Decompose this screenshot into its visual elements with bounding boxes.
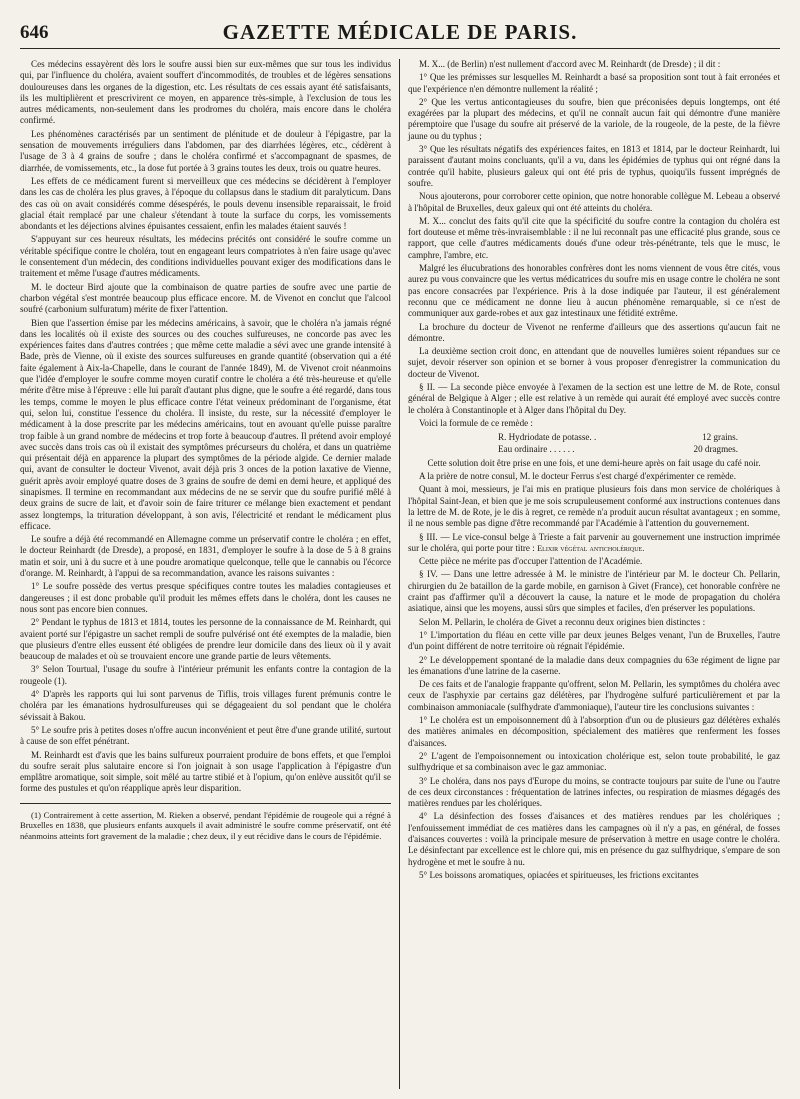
footnote bbox=[20, 810, 391, 842]
paragraph: Nous ajouterons, pour corroborer cette opinion, que notre honorable collègue M. Lebeau a observé à l'hôpital de Bruxelles, deux galeux qui ont été atteints du choléra. bbox=[408, 191, 780, 213]
paragraph: 1° Le soufre possède des vertus presque spécifiques contre toutes les maladies contagieuses et dangereuses ; il est donc probable qu'il produit les mêmes effets dans le choléra, dont les causes ne nous sont pas encore bien connues. bbox=[20, 581, 391, 614]
paragraph: M. le docteur Bird ajoute que la combinaison de quatre parties de soufre avec une partie de charbon végétal s'est montrée beaucoup plus efficace encore. M. de Vivenot en conclut que l'alcool soufré (carbonium sulfuratum) mérite de fixer l'attention. bbox=[20, 281, 391, 315]
paragraph: 4° La désinfection des fosses d'aisances et des matières rendues par les cholériques ; l'enfouissement immédiat de ces matières dans les campagnes où il n'y a pas, en général, de fosses d'aisances couvertes : voilà la principale mesure de préservation à mettre en usage contre le choléra. Le désinfectant par excellence est le chlore qui, mis en présence du gaz sulfhydrique, s'empare de son hydrogène et met le soufre à nu. bbox=[408, 811, 780, 867]
recipe-ingredient: R. Hydriodate de potasse. . bbox=[498, 432, 597, 443]
header-rule bbox=[20, 48, 780, 49]
paragraph: La brochure du docteur de Vivenot ne renferme d'ailleurs que des assertions qu'aucun fait ne démontre. bbox=[408, 321, 780, 343]
paragraph: M. X... (de Berlin) n'est nullement d'accord avec M. Reinhardt (de Dresde) ; il dit : bbox=[419, 59, 721, 69]
paragraph: La deuxième section croit donc, en attendant que de nouvelles lumières soient répandues sur ce sujet, devoir réserver son opinion et se borner à vous proposer d'enregistrer la communication du docteur de Vivenot. bbox=[408, 346, 780, 379]
journal-title: GAZETTE MÉDICALE DE PARIS. bbox=[222, 20, 578, 44]
paragraph: 1° Le choléra est un empoisonnement dû à l'absorption d'un ou de plusieurs gaz délétères exhalés des matières animales en décomposition, spécialement des matières que renferment les fosses d'aisances. bbox=[408, 715, 780, 748]
paragraph: 1° Que les prémisses sur lesquelles M. Reinhardt a basé sa proposition sont tout à fait erronées et que l'expérience n'en démontre nullement la réalité ; bbox=[408, 72, 780, 94]
paragraph: Ces médecins essayèrent dès lors le soufre aussi bien sur eux-mêmes que sur tous les individus qui, par l'influence du choléra, avaient souffert d'incommodités, de troubles et de légères sensations douloureuses dans les organes de la digestion, etc. Les résultats de ces essais ayant été satisfaisants, ils les multiplièrent et prescrivirent ce moyen, en apparence très-simple, à l'exclusion de tous les autres médicaments, non-seulement dans les prodromes du choléra, mais encore dans le choléra confirmé. bbox=[20, 59, 391, 126]
paragraph: M. Reinhardt est d'avis que les bains sulfureux pourraient produire de bons effets, et que l'emploi du soufre serait plus salutaire encore si l'on joignait à son usage l'application à l'épigastre d'un emplâtre aromatique, soit simple, soit mêlé au tartre stibié et à l'opium, qu'on enlève aussitôt qu'il se forme des pustules et qu'on réapplique après leur disparition. bbox=[20, 749, 391, 794]
paragraph: 2° Pendant le typhus de 1813 et 1814, toutes les personne de la connaissance de M. Reinhardt, qui avaient porté sur l'épigastre un sachet rempli de soufre pulvérisé ont été exemptes de la maladie, bien que plusieurs d'entre elles eussent été obligées de prendre leur domicile dans des lieux où il y avait beaucoup de malades et où se trouvaient encore une grande partie de leurs vêtements. bbox=[20, 617, 391, 662]
paragraph: Cette solution doit être prise en une fois, et une demi-heure après on fait usage du café noir. bbox=[427, 457, 761, 468]
paragraph: M. X... conclut des faits qu'il cite que la spécificité du soufre contre la contagion du choléra est fort douteuse et même très-invraisemblable : il ne lui reconnaît pas une efficacité plus grande, sous ce rapport, que celle d'autres médicaments doués d'une odeur très-pénétrante, tels que le musc, le camphre, l'ambre, etc. bbox=[408, 215, 780, 260]
paragraph: S'appuyant sur ces heureux résultats, les médecins précités ont considéré le soufre comme un véritable spécifique contre le choléra, tout en engageant leurs compatriotes à n'en faire usage qu'avec le consentement d'un médecin, des conditions individuelles pouvant exiger des modifications dans le traitement et même l'usage d'autres médicaments. bbox=[20, 234, 391, 279]
paragraph: 1° L'importation du fléau en cette ville par deux jeunes Belges venant, l'un de Bruxelles, l'autre d'un point différent de notre territoire où régnait l'épidémie. bbox=[408, 629, 780, 652]
paragraph: Quant à moi, messieurs, je l'ai mis en pratique plusieurs fois dans mon service de cholériques à l'hôpital Saint-Jean, et bien que je me sois scrupuleusement conformé aux instructions contenues dans la lettre de M. de Rote, je le dis à regret, ce remède n'a produit aucun résultat avantageux ; en somme, il ne nous semble pas digne d'être recommandé par l'Académie à l'attention du gouvernement. bbox=[408, 484, 780, 529]
paragraph: Malgré les élucubrations des honorables confrères dont les noms viennent de vous être cités, vous aurez pu vous convaincre que les vertus médicatrices du soufre mis en usage contre le choléra ne sont pas encore consacrées par l'expérience. Pris à la dose indiquée par l'auteur, il est généralement reconnu que ce médicament ne donne lieu à aucun phénomène remarquable, si ce n'est de communiquer aux garde-robes et aux gaz intestinaux une fétidité extrême. bbox=[408, 263, 780, 319]
paragraph: 2° Que les vertus anticontagieuses du soufre, bien que préconisées depuis longtemps, ont été exagérées par la plupart des médecins, et qu'il ne connaît aucun fait qui démontre d'une manière péremptoire que l'usage du soufre ait préservé de la variole, de la rougeole, de la peste, de la fièvre jaune ou du typhus ; bbox=[408, 96, 780, 141]
section-paragraph: § IV. — Dans une lettre adressée à M. le ministre de l'intérieur par M. le docteur Ch. Pellarin, chirurgien du 2e bataillon de la garde mobile, en garnison à Givet (France), cet honorable confrère ne craint pas d'affirmer qu'il a découvert la cause, la nature et le mode de propagation du choléra asiatique, ainsi que les moyens, aussi sûrs que simples et faciles, d'en préserver les populations. bbox=[408, 569, 780, 614]
right-column bbox=[400, 59, 780, 1089]
paragraph: Selon M. Pellarin, le choléra de Givet a reconnu deux origines bien distinctes : bbox=[419, 616, 706, 627]
text-columns bbox=[20, 59, 780, 1089]
paragraph: 3° Que les résultats négatifs des expériences faites, en 1813 et 1814, par le docteur Reinhardt, lui paraissent d'autant moins concluants, qu'il a vu, dans les épidémies de typhus qui ont régné dans la contrée qu'il habite, plusieurs galeux qui ont été pris de typhus, quoiqu'ils fussent imprégnés de soufre. bbox=[408, 144, 780, 188]
paragraph: Les phénomènes caractérisés par un sentiment de plénitude et de douleur à l'épigastre, par la sensation de mouvements irréguliers dans l'abdomen, par des diarrhées légères, etc., cédèrent à l'usage de 3 à 4 grains de soufre ; dans le choléra confirmé et s'accompagnant de spasmes, de diarrhée, de vomissements, etc., la dose fut portée à 3 grains toutes les deux, trois ou quatre heures. bbox=[20, 128, 391, 173]
paragraph: 4° D'après les rapports qui lui sont parvenus de Tiflis, trois villages furent prémunis contre le choléra par les émanations hydrosulfureuses qui se dégageaient du sol pendant que le choléra sévissait à Bakou. bbox=[20, 689, 391, 722]
paragraph: 3° Selon Tourtual, l'usage du soufre à l'intérieur prémunit les enfants contre la contagion de la rougeole (1). bbox=[20, 664, 391, 686]
paragraph: Le soufre a déjà été recommandé en Allemagne comme un préservatif contre le choléra ; en effet, le docteur Reinhardt (de Dresde), a proposé, en 1831, d'employer le soufre à la dose de 5 à 8 grains matin et soir, uni à du sucre et à une poudre aromatique quelconque, telle que le cannabis ou l'écorce d'orange. M. Reinhardt, à l'appui de sa recommandation, avance les raisons suivantes : bbox=[20, 534, 391, 579]
recipe-formula bbox=[498, 432, 738, 455]
elixir-title: Elixir végétal anticholérique. bbox=[537, 543, 645, 553]
recipe-row bbox=[498, 432, 738, 443]
paragraph: 2° L'agent de l'empoisonnement ou intoxication cholérique est, selon toute probabilité, le gaz sulfhydrique et sa combinaison avec le gaz ammoniac. bbox=[408, 750, 780, 773]
recipe-row bbox=[498, 444, 738, 455]
paragraph: 3° Le choléra, dans nos pays d'Europe du moins, se contracte toujours par suite de l'une ou l'autre de ces deux circonstances : fréquentation de latrines infectes, ou respiration de miasmes dégagés des matières rendues par les cholériques. bbox=[408, 775, 780, 809]
paragraph: Bien que l'assertion émise par les médecins américains, à savoir, que le choléra n'a jamais régné dans les localités où il existe des sources ou des couches sulfureuses, ne concorde pas avec les expériences faites dans d'autres contrées ; que même cette maladie a sévi avec une grande intensité à Bade, près de Vienne, où il existe des sources sulfureuses en grande quantité (observation qui a été faite également à Aix-la-Chapelle, dans le courant de l'année 1849), M. de Vivenot croit néanmoins que l'idée d'employer le soufre comme moyen curatif contre le choléra a été très-heureuse et qu'elle mérite d'être mise à l'épreuve : elle lui paraît d'autant plus digne, que le soufre a été regardé, dans tous les temps, comme le moyen le plus efficace contre l'état veineux prédominant de l'organisme, état qui, selon lui, constitue l'essence du choléra. Il insiste, du reste, sur la nécessité d'employer le médicament à la dose prescrite par les médecins américains, tout en avouant qu'elle puisse paraître trop faible à un grand nombre de médecins et trop forte à beaucoup d'autres. Il prétend avoir employé avec succès dans trois cas où il existait des symptômes précurseurs du choléra, et dans un quatrième qui présentait déjà en apparence la plupart des symptômes de la période algide. Ce dernier malade qui, avant de consulter le docteur Vivenot, avait déjà pris 3 onces de la potion laxative de Vienne, guérit après avoir employé quatre doses de 3 grains de soufre de demi en demi heure, et appliqué des sinapismes. Il termine en recommandant aux médecins de ne se servir que du soufre purifié mêlé à deux grains de sucre de lait, et d'avoir soin de faire triturer ce mélange bien exactement et pendant assez longtemps, la trituration développant, à son avis, l'électricité et rendant le médicament plus efficace. bbox=[20, 317, 391, 531]
paragraph: 5° Le soufre pris à petites doses n'offre aucun inconvénient et peut être d'une grande utilité, surtout à cause de son effet pénétrant. bbox=[20, 724, 391, 747]
footnote-text: (1) Contrairement à cette assertion, M. Rieken a observé, pendant l'épidémie de rougeole qui a régné à Bruxelles en 1838, que plusieurs enfants auxquels il avait administré le soufre comme préservatif, ont été néanmoins atteints fort gravement de la maladie ; chez deux, il y eut récidive dans le cours de l'épidémie. bbox=[20, 809, 391, 841]
paragraph: De ces faits et de l'analogie frappante qu'offrent, selon M. Pellarin, les symptômes du choléra avec ceux de l'asphyxie par certains gaz délétères, par l'hydrogène sulfuré particulièrement et par la combinaison ammoniacale (sulfhydrate d'ammoniaque), l'auteur tire les conclusions suivantes : bbox=[408, 679, 780, 712]
recipe-quantity: 20 dragmes. bbox=[693, 443, 738, 454]
paragraph: A la prière de notre consul, M. le docteur Ferrus s'est chargé d'expérimenter ce remède. bbox=[419, 471, 736, 482]
section-paragraph: § II. — La seconde pièce envoyée à l'examen de la section est une lettre de M. de Rote, consul général de Belgique à Alger ; elle est relative à un remède qui aurait été employé avec succès contre le choléra à Constantinople et à Alger dans l'hôpital du Dey. bbox=[408, 382, 780, 415]
section-text: § III. — Le vice-consul belge à Trieste a fait parvenir au gouvernement une instruction imprimée sur le choléra, qui porte pour titre : bbox=[408, 531, 780, 553]
page-header bbox=[20, 12, 780, 42]
paragraph: 2° Le développement spontané de la maladie dans deux compagnies du 63e régiment de ligne par les émanations d'une latrine de la caserne. bbox=[408, 654, 780, 676]
recipe-quantity: 12 grains. bbox=[702, 432, 738, 443]
page-number: 646 bbox=[20, 22, 49, 43]
paragraph: 5° Les boissons aromatiques, opiacées et spiritueuses, les frictions excitantes bbox=[419, 869, 699, 880]
paragraph: Les effets de ce médicament furent si merveilleux que ces médecins se décidèrent à l'employer dans les cas de choléra les plus graves, à l'époque du collapsus dans le stadium dit paralyticum. Dans des cas où on avait considérés comme désespérés, le pouls devenu insensible reparaissait, le froid glacial était remplacé par une chaleur s'étendant à toute la surface du corps, les vomissements abondants et les déjections alvines épuisantes cessaient, enfin les malades étaient sauvés ! bbox=[20, 175, 391, 232]
recipe-ingredient: Eau ordinaire . . . . . . bbox=[498, 443, 575, 454]
paragraph: Voici la formule de ce remède : bbox=[419, 417, 533, 428]
footnote-rule bbox=[20, 803, 391, 804]
paragraph: Cette pièce ne mérite pas d'occuper l'attention de l'Académie. bbox=[419, 556, 643, 567]
left-column bbox=[20, 59, 400, 1089]
section-paragraph bbox=[408, 532, 780, 555]
